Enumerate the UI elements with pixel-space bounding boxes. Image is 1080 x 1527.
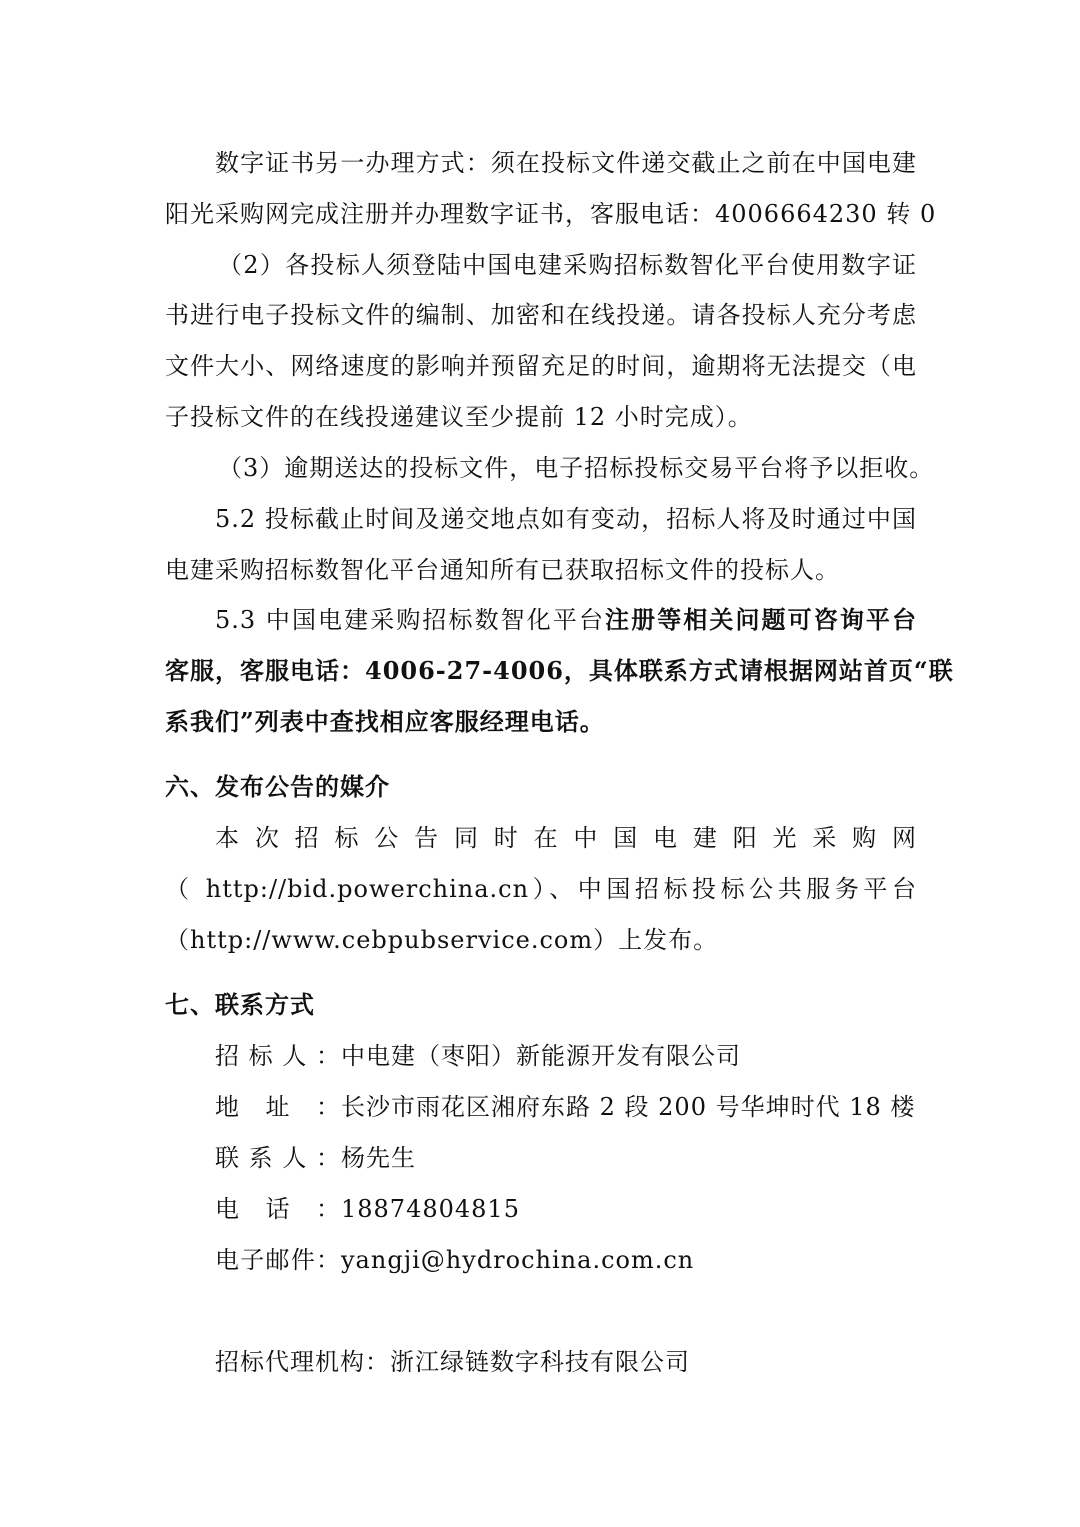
contact-label: 联系人： [215,1144,341,1172]
tenderer-row [215,1040,917,1072]
section6-line-3: （http://www.cebpubservice.com）上发布。 [165,926,719,954]
p53-line-1 [215,604,917,636]
item2-line-2: 书进行电子投标文件的编制、加密和在线投递。请各投标人充分考虑 [165,301,917,329]
tenderer-value: 中电建（枣阳）新能源开发有限公司 [341,1042,741,1070]
phone-value: 18874804815 [341,1195,520,1223]
p53-line-3: 系我们”列表中查找相应客服经理电话。 [165,707,605,736]
item2-line-1: （2）各投标人须登陆中国电建采购招标数智化平台使用数字证 [218,251,917,279]
contact-value: 杨先生 [341,1144,416,1172]
email-value[interactable]: yangji@hydrochina.com.cn [341,1246,695,1274]
p52-line-1: 5.2 投标截止时间及递交地点如有变动，招标人将及时通过中国 [215,505,917,533]
section7-heading: 七、联系方式 [165,990,315,1019]
email-label: 电子邮件： [215,1246,341,1274]
agency-label: 招标代理机构： [215,1348,390,1376]
p53-line-1-bold: 注册等相关问题可咨询平台 [605,605,917,634]
agency-row [215,1346,917,1378]
address-row [215,1091,917,1123]
p53-line-2: 客服，客服电话：4006-27-4006，具体联系方式请根据网站首页“联 [165,656,954,685]
item2-line-3: 文件大小、网络速度的影响并预留充足的时间，逾期将无法提交（电 [165,352,917,380]
section6-line-2: （ http://bid.powerchina.cn）、中国招标投标公共服务平台 [165,875,917,903]
phone-row [215,1193,917,1225]
section6-line-1: 本次招标公告同时在中国电建阳光采购网 [215,824,917,852]
cert-paragraph-line-2: 阳光采购网完成注册并办理数字证书，客服电话：4006664230 转 0 [165,200,937,228]
contact-row [215,1142,917,1174]
tenderer-label: 招标人： [215,1042,341,1070]
address-label: 地址： [215,1093,341,1121]
agency-value: 浙江绿链数字科技有限公司 [390,1348,690,1376]
item2-line-4: 子投标文件的在线投递建议至少提前 12 小时完成）。 [165,403,753,431]
item3-line-1: （3）逾期送达的投标文件，电子招标投标交易平台将予以拒收。 [218,454,935,482]
cert-paragraph-line-1: 数字证书另一办理方式：须在投标文件递交截止之前在中国电建 [215,149,917,177]
address-value: 长沙市雨花区湘府东路 2 段 200 号华坤时代 18 楼 [341,1093,916,1121]
p53-line-1-normal: 5.3 中国电建采购招标数智化平台 [215,606,606,634]
p52-line-2: 电建采购招标数智化平台通知所有已获取招标文件的投标人。 [165,556,840,584]
section6-heading: 六、发布公告的媒介 [165,772,390,801]
phone-label: 电话： [215,1195,341,1223]
email-row [215,1244,917,1276]
